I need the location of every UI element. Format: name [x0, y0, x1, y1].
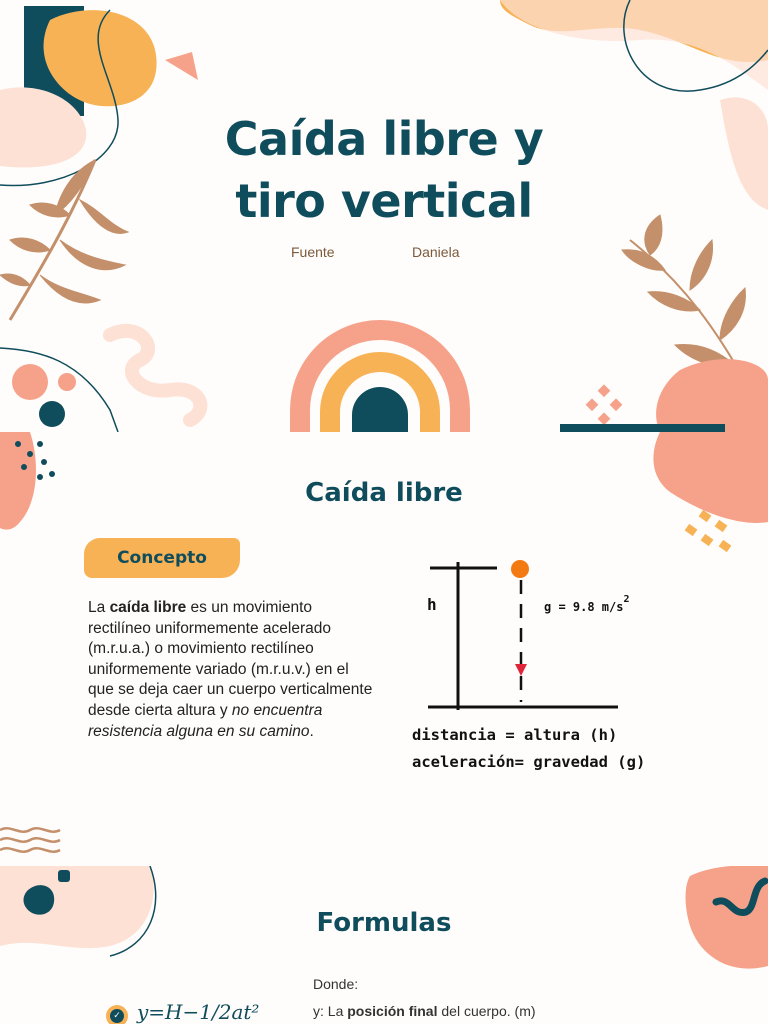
salmon-blob-right — [656, 359, 768, 432]
y-prefix: y: La — [313, 1003, 348, 1019]
text-end: . — [309, 722, 314, 740]
author-first-name: Fuente — [291, 244, 335, 260]
title-line-2: tiro vertical — [235, 174, 533, 228]
text-bold-term: caída libre — [109, 599, 187, 616]
text-main: es un movimiento rectilíneo uniformemente acelerado (m.r.u.a.) o movimiento rectilíneo uniformemente variado (m.r.u.v.) en el que se deja caer un cuerpo verticalmente desde cierta altura y — [88, 599, 373, 719]
peach-blob-right — [500, 0, 768, 90]
peach-blob-right2 — [720, 97, 768, 210]
teal-bar — [560, 424, 725, 432]
text-italic: no encuentra resistencia alguna en su camino — [88, 701, 323, 740]
distance-caption: distancia = altura (h) — [412, 726, 618, 744]
text-intro: La — [88, 599, 110, 616]
concept-slide — [0, 432, 768, 866]
gravity-value: g = 9.8 m/s — [544, 600, 624, 614]
confetti-right — [586, 384, 623, 425]
teal-square — [58, 870, 70, 882]
formulas-slide — [0, 866, 768, 1024]
teal-circle — [39, 401, 65, 427]
section-heading: Caída libre — [305, 478, 463, 508]
free-fall-diagram — [0, 432, 768, 866]
acceleration-caption: aceleración= gravedad (g) — [412, 753, 646, 771]
check-icon: ✓ — [106, 1005, 128, 1024]
ball — [511, 560, 529, 578]
leaf-branch-left — [0, 160, 128, 320]
salmon-circle-2 — [58, 373, 76, 391]
position-definition — [313, 1003, 536, 1019]
concept-badge: Concepto — [84, 538, 240, 578]
section-heading: Formulas — [316, 908, 452, 938]
height-label: h — [427, 595, 437, 614]
y-bold: posición final — [347, 1003, 438, 1019]
salmon-circle-1 — [12, 364, 48, 400]
title-line-1: Caída libre y — [224, 112, 544, 166]
rainbow — [290, 320, 470, 432]
title-slide — [0, 0, 768, 432]
salmon-triangle — [165, 52, 198, 80]
gravity-exponent: 2 — [623, 594, 630, 605]
down-arrow — [515, 664, 527, 676]
presentation-title — [150, 108, 618, 232]
position-formula: y=H−1/2at² — [137, 1000, 260, 1024]
y-suffix: del cuerpo. (m) — [437, 1003, 536, 1019]
slide3-decorations — [0, 866, 768, 1024]
author-last-name: Daniela — [412, 244, 460, 260]
donde-label: Donde: — [313, 976, 359, 992]
peach-squiggle — [110, 331, 200, 420]
gravity-label — [544, 594, 630, 614]
